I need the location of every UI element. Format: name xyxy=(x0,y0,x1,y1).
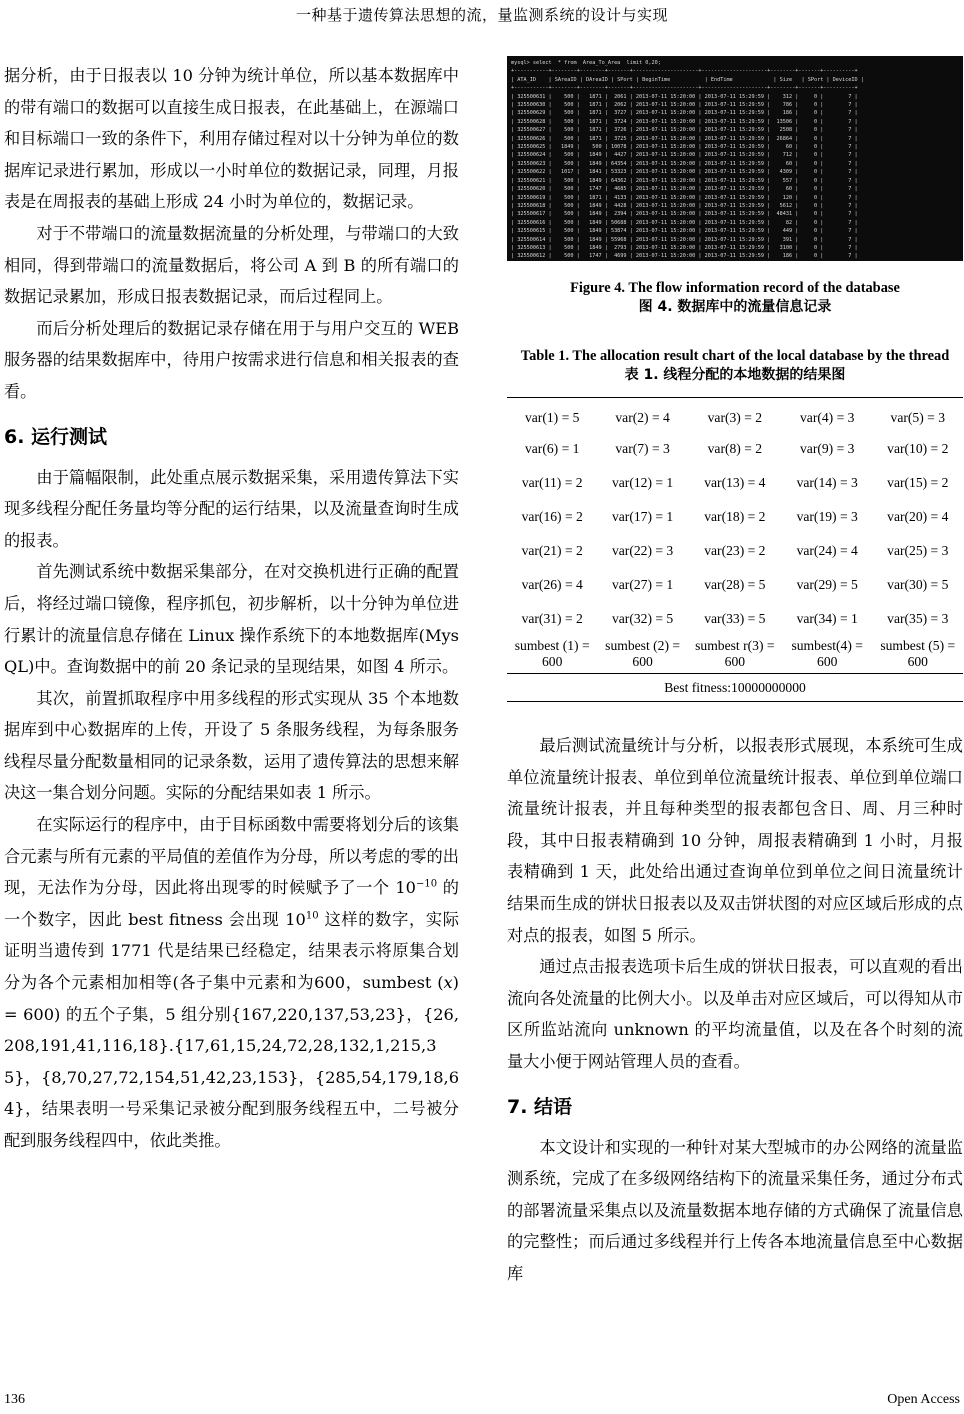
table-cell: var(34) = 1 xyxy=(796,610,858,626)
paragraph-genetic-result xyxy=(4,809,459,1157)
left-column xyxy=(4,60,459,1157)
figure-4-terminal-screenshot xyxy=(507,56,963,261)
table-cell: var(30) = 5 xyxy=(887,576,949,592)
sumbest-cell: sumbest r(3) = 600 xyxy=(688,636,782,674)
running-head: 一种基于遗传算法思想的流，量监测系统的设计与实现 xyxy=(295,6,668,24)
paragraph: 而后分析处理后的数据记录存储在用于与用户交互的 WEB 服务器的结果数据库中，待用户按需求进行信息和相关报表的查看。 xyxy=(4,318,459,401)
terminal-line: | 325500629 | 500 | 1871 | 3727 | 2013-07-11 15:20:00 | 2013-07-11 15:29:59 | 186 | 0 | 7 | xyxy=(511,110,858,117)
terminal-line: +-----------+--------+--------+-------+---------------------+---------------------+--------+-------+----------+ xyxy=(511,85,858,92)
paragraph: 由于篇幅限制，此处重点展示数据采集，采用遗传算法下实现多线程分配任务量均等分配的运行结果，以及流量查询时生成的报表。 xyxy=(4,467,459,550)
terminal-line: | 325500617 | 500 | 1849 | 2394 | 2013-07-11 15:20:00 | 2013-07-11 15:29:59 | 48431 | 0 | 7 | xyxy=(511,211,858,218)
table-row xyxy=(507,398,963,432)
paragraph: 对于不带端口的流量数据流量的分析处理，与带端口的大致相同，得到带端口的流量数据后，将公司 A 到 B 的所有端口的数据记录累加，形成日报表数据记录，而后过程同上。 xyxy=(4,223,459,307)
table-cell: var(10) = 2 xyxy=(887,440,949,456)
superscript: 10 xyxy=(305,910,319,922)
figure-4-caption-zh: 图 4. 数据库中的流量信息记录 xyxy=(638,299,832,315)
terminal-line: | ATA_ID | SAreaID | DAreaID | SPort | BeginTime | EndTime | Size | SPort | DeviceID | xyxy=(511,76,864,83)
terminal-line: | 325500627 | 500 | 1871 | 3726 | 2013-07-11 15:20:00 | 2013-07-11 15:29:59 | 2508 | 0 | 7 | xyxy=(511,127,858,134)
terminal-line: | 325500624 | 500 | 1849 | 4427 | 2013-07-11 15:20:00 | 2013-07-11 15:29:59 | 712 | 0 | 7 | xyxy=(511,152,858,159)
table-cell: var(16) = 2 xyxy=(521,508,583,524)
table-row xyxy=(507,432,963,466)
table-cell: var(23) = 2 xyxy=(704,542,766,558)
page-number: 136 xyxy=(4,1392,25,1407)
table-cell: var(4) = 3 xyxy=(799,409,855,425)
text-run: 的一个数字，因此 best fitness 会出现 10 xyxy=(4,878,459,929)
table-cell: var(19) = 3 xyxy=(796,508,858,524)
table-cell: var(15) = 2 xyxy=(887,474,949,490)
fitness-row xyxy=(507,674,963,702)
sumbest-cell: sumbest (1) = 600 xyxy=(507,636,597,674)
terminal-line: | 325500626 | 500 | 1871 | 3725 | 2013-07-11 15:20:00 | 2013-07-11 15:29:59 | 26864 | 0 | 7 | xyxy=(511,135,858,142)
math-variable: x xyxy=(443,973,453,993)
table-cell: var(25) = 3 xyxy=(887,542,949,558)
right-column xyxy=(507,56,963,1290)
table-cell: var(22) = 3 xyxy=(611,542,674,558)
table-row xyxy=(507,602,963,636)
table-cell: var(35) = 3 xyxy=(887,610,949,626)
terminal-line: | 325500630 | 500 | 1871 | 2062 | 2013-07-11 15:20:00 | 2013-07-11 15:29:59 | 786 | 0 | 7 | xyxy=(511,102,858,109)
terminal-line: | 325500622 | 1017 | 1841 | 53323 | 2013-07-11 15:20:00 | 2013-07-11 15:29:59 | 4309 | 0 | 7 | xyxy=(511,169,858,176)
table-cell: var(1) = 5 xyxy=(524,409,580,425)
table-cell: var(14) = 3 xyxy=(796,474,858,490)
table-cell: var(18) = 2 xyxy=(704,508,766,524)
table-row xyxy=(507,534,963,568)
table-cell: var(27) = 1 xyxy=(611,576,674,592)
sumbest-row xyxy=(507,636,963,674)
paragraph: 据分析，由于日报表以 10 分钟为统计单位，所以基本数据库中的带有端口的数据可以直接生成日报表，在此基础上，在源端口和目标端口一致的条件下，利用存储过程对以十分钟为单位的数据库记录进行累加，形成以一小时单位的数据记录，同理，月报表是在周报表的基础上形成 24 小时为单位的，数据记录。 xyxy=(4,66,459,212)
table-row xyxy=(507,466,963,500)
terminal-line: | 325500623 | 500 | 1849 | 64354 | 2013-07-11 15:20:00 | 2013-07-11 15:29:59 | 60 | 0 | 7 | xyxy=(511,160,858,167)
text-run: 在实际运行的程序中，由于目标函数中需要将划分后的该集合元素与所有元素的平局值的差值作为分母，所以考虑的零的出现，无法作为分母，因此将出现零的时候赋予了一个 10 xyxy=(4,815,459,898)
table-1-caption-zh: 表 1. 线程分配的本地数据的结果图 xyxy=(624,367,846,383)
text-run: ) = 600) 的五个子集，5 组分别{167,220,137,53,23}，{26,208,191,41,116,18}.{17,61,15,24,72,28,132,1,215,35}，{8,70,27,72,154,51,42,23,153}，{285,54,179,18,64}，结果表明一号采集记录被分配到服务线程五中，二号被分配到服务线程四中，依此类推。 xyxy=(4,973,459,1150)
paragraph: 其次，前置抓取程序中用多线程的形式实现从 35 个本地数据库到中心数据库的上传，开设了 5 条服务线程，为每条服务线程尽量分配数量相同的记录条数，运用了遗传算法的思想来解决这一集合划分问题。实际的分配结果如表 1 所示。 xyxy=(4,688,459,803)
table-1-allocation xyxy=(507,397,963,702)
superscript: −10 xyxy=(415,878,438,890)
table-cell: var(7) = 3 xyxy=(615,440,670,456)
table-cell: var(33) = 5 xyxy=(704,610,766,626)
terminal-line: | 325500619 | 500 | 1871 | 4133 | 2013-07-11 15:20:00 | 2013-07-11 15:29:59 | 120 | 0 | 7 | xyxy=(511,194,858,201)
terminal-line: | 325500613 | 500 | 1849 | 2793 | 2013-07-11 15:20:00 | 2013-07-11 15:29:59 | 3100 | 0 | 7 | xyxy=(511,244,858,251)
table-cell: var(2) = 4 xyxy=(615,409,670,425)
terminal-line: | 325500628 | 500 | 1871 | 3724 | 2013-07-11 15:20:00 | 2013-07-11 15:29:59 | 13506 | 0 | 7 | xyxy=(511,118,858,125)
table-row xyxy=(507,568,963,602)
paragraph: 最后测试流量统计与分析，以报表形式展现，本系统可生成单位流量统计报表、单位到单位流量统计报表、单位到单位端口流量统计报表，并且每种类型的报表都包含日、周、月三种时段，其中日报表精确到 10 分钟，周报表精确到 1 小时，月报表精确到 1 天，此处给出通过查询单位到单位之间日流量统计结果而生成的饼状日报表以及双击饼状图的对应区域后形成的点对点的报表，如图 5 所示。 xyxy=(507,736,963,945)
terminal-line: | 325500620 | 500 | 1747 | 4685 | 2013-07-11 15:20:00 | 2013-07-11 15:29:59 | 60 | 0 | 7 | xyxy=(511,186,858,193)
terminal-line: | 325500621 | 500 | 1849 | 64362 | 2013-07-11 15:20:00 | 2013-07-11 15:29:59 | 557 | 0 | 7 | xyxy=(511,177,858,184)
table-cell: var(31) = 2 xyxy=(521,610,583,626)
terminal-line: | 325500625 | 1849 | 500 | 10078 | 2013-07-11 15:20:00 | 2013-07-11 15:29:59 | 60 | 0 | 7 | xyxy=(511,144,858,151)
table-cell: var(8) = 2 xyxy=(707,440,763,456)
terminal-line: | 325500615 | 500 | 1849 | 53874 | 2013-07-11 15:20:00 | 2013-07-11 15:29:59 | 449 | 0 | 7 | xyxy=(511,228,858,235)
terminal-line: | 325500618 | 500 | 1849 | 4428 | 2013-07-11 15:20:00 | 2013-07-11 15:29:59 | 5612 | 0 | 7 | xyxy=(511,202,858,209)
terminal-line: | 325500612 | 500 | 1747 | 4699 | 2013-07-11 15:20:00 | 2013-07-11 15:29:59 | 186 | 0 | 7 | xyxy=(511,253,858,260)
section-heading-6: 6. 运行测试 xyxy=(4,425,108,448)
paragraph: 通过点击报表选项卡后生成的饼状日报表，可以直观的看出流向各处流量的比例大小。以及单击对应区域后，可以得知从市区所监站流向 unknown 的平均流量值，以及在各个时刻的流量大小便于网站管理人员的查看。 xyxy=(507,957,963,1071)
table-cell: var(9) = 3 xyxy=(799,440,855,456)
terminal-line: +-----------+--------+--------+-------+---------------------+---------------------+--------+-------+----------+ xyxy=(511,68,858,75)
best-fitness-cell: Best fitness:10000000000 xyxy=(664,679,806,695)
text-run: 这样的数字，实际证明当遗传到 1771 代是结果已经稳定，结果表示将原集合划分为各个元素相加相等(各子集中元素和为600，sumbest ( xyxy=(4,909,459,993)
table-cell: var(28) = 5 xyxy=(704,576,766,592)
table-cell: var(24) = 4 xyxy=(796,542,858,558)
table-cell: var(13) = 4 xyxy=(704,474,766,490)
table-1-caption-en: Table 1. The allocation result chart of the local database by the thread xyxy=(520,348,950,364)
section-heading-7: 7. 结语 xyxy=(507,1095,573,1118)
table-cell: var(29) = 5 xyxy=(796,576,858,592)
table-cell: var(20) = 4 xyxy=(887,508,949,524)
figure-4-caption-en: Figure 4. The flow information record of the database xyxy=(570,280,900,296)
terminal-line: mysql> select * from Area_To_Area limit 0,20; xyxy=(511,60,661,66)
publisher-label: Open Access xyxy=(887,1392,960,1407)
table-cell: var(3) = 2 xyxy=(707,409,763,425)
table-cell: var(6) = 1 xyxy=(524,440,580,456)
table-cell: var(21) = 2 xyxy=(521,542,583,558)
terminal-line: | 325500614 | 500 | 1849 | 55968 | 2013-07-11 15:20:00 | 2013-07-11 15:29:59 | 391 | 0 | 7 | xyxy=(511,236,858,243)
terminal-line: | 325500616 | 500 | 1849 | 50688 | 2013-07-11 15:20:00 | 2013-07-11 15:29:59 | 82 | 0 | 7 | xyxy=(511,219,858,226)
paragraph: 本文设计和实现的一种针对某大型城市的办公网络的流量监测系统，完成了在多级网络结构下的流量采集任务，通过分布式的部署流量采集点以及流量数据本地存储的方式确保了流量信息的完整性；而后通过多线程并行上传各本地流量信息至中心数据库 xyxy=(507,1137,963,1283)
table-cell: var(17) = 1 xyxy=(611,508,674,524)
table-cell: var(5) = 3 xyxy=(890,409,945,425)
table-cell: var(32) = 5 xyxy=(611,610,674,626)
sumbest-cell: sumbest(4) = 600 xyxy=(782,636,873,674)
paragraph: 首先测试系统中数据采集部分，在对交换机进行正确的配置后，将经过端口镜像，程序抓包，初步解析，以十分钟为单位进行累计的流量信息存储在 Linux 操作系统下的本地数据库(MysQL)中。查询数据中的前 20 条记录的呈现结果，如图 4 所示。 xyxy=(4,562,459,677)
sumbest-cell: sumbest (2) = 600 xyxy=(597,636,687,674)
table-cell: var(11) = 2 xyxy=(521,474,583,490)
sumbest-cell: sumbest (5) = 600 xyxy=(873,636,963,674)
terminal-line: | 325500631 | 500 | 1871 | 2061 | 2013-07-11 15:20:00 | 2013-07-11 15:29:59 | 312 | 0 | 7 | xyxy=(511,93,858,100)
table-row xyxy=(507,500,963,534)
table-cell: var(12) = 1 xyxy=(611,474,674,490)
table-cell: var(26) = 4 xyxy=(521,576,583,592)
